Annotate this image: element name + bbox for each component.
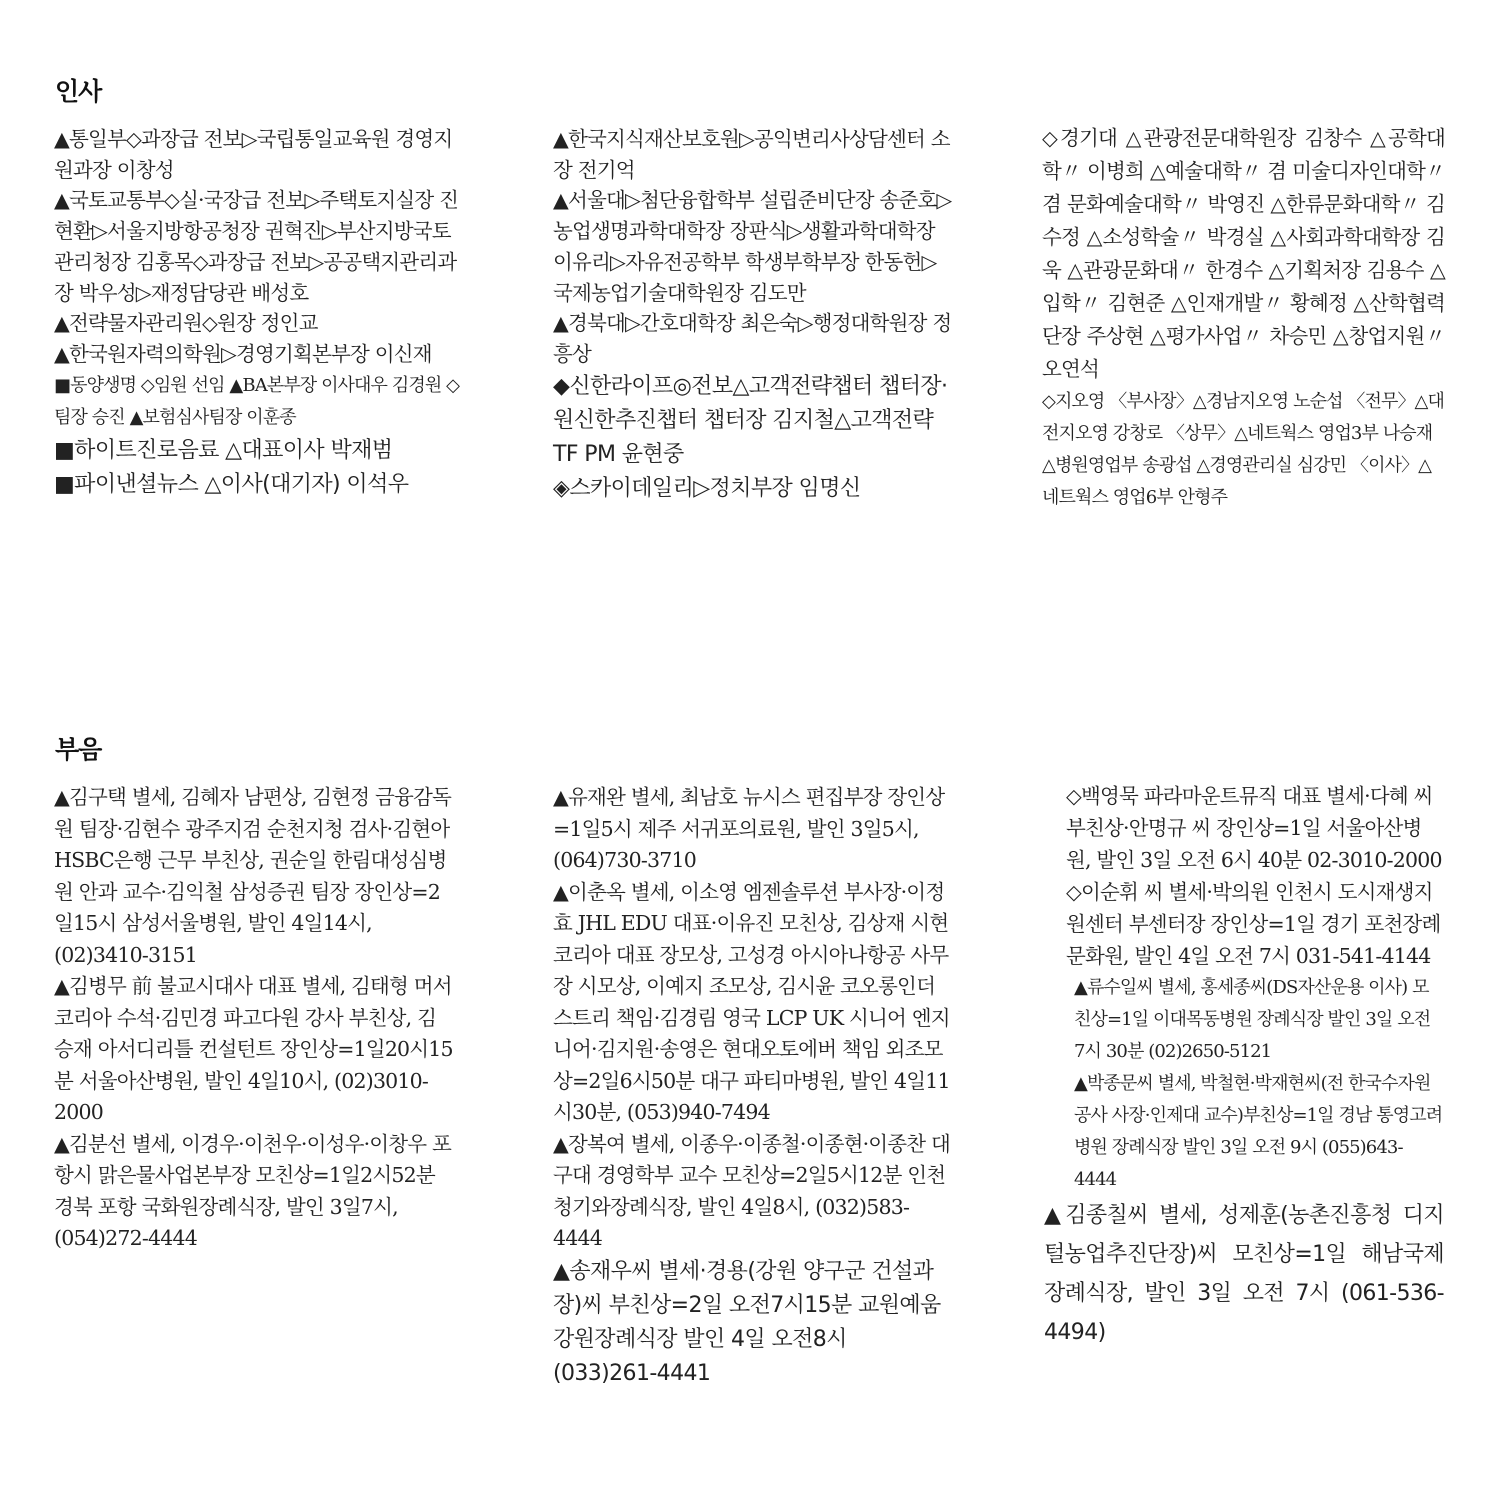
obituary-entry: ▲장복여 별세, 이종우·이종철·이종현·이종찬 대구대 경영학부 교수 모친상=2일5시12분 인천 청기와장례식장, 발인 4일8시, (032)583-4444 xyxy=(553,1131,951,1250)
personnel-column-2 xyxy=(553,124,953,506)
obituary-entry: ▲김병무 前 불교시대사 대표 별세, 김태형 머서코리아 수석·김민경 파고다원 강사 부친상, 김승재 아서디리틀 컨설턴트 장인상=1일20시15분 서울아산병원, 발인 4일10시, (02)3010-2000 xyxy=(54,974,453,1124)
personnel-entry: ◈스카이데일리▷정치부장 임명신 xyxy=(553,475,861,501)
personnel-entry: ▲경북대▷간호대학장 최은숙▷행정대학원장 정흥상 xyxy=(553,311,952,366)
obituary-entry: ▲류수일씨 별세, 홍세종씨(DS자산운용 이사) 모친상=1일 이대목동병원 장례식장 발인 3일 오전 7시 30분 (02)2650-5121 xyxy=(1074,977,1431,1062)
obituary-entry: ▲김종칠씨 별세, 성제훈(농촌진흥청 디지털농업추진단장)씨 모친상=1일 해남국제장례식장, 발인 3일 오전 7시 (061-536-4494) xyxy=(1044,1203,1444,1345)
obituary-column-1 xyxy=(54,782,454,1255)
personnel-entry: ▲서울대▷첨단융합학부 설립준비단장 송준호▷농업생명과학대학장 장판식▷생활과학대학장 이유리▷자유전공학부 학생부학부장 한동헌▷국제농업기술대학원장 김도만 xyxy=(553,188,952,305)
personnel-entry: ◇지오영 〈부사장〉△경남지오영 노순섭 〈전무〉△대전지오영 강창로 〈상무〉△네트웍스 영업3부 나승재 △병원영업부 송광섭 △경영관리실 심강민 〈이사〉△네트웍스 영업6부 안형주 xyxy=(1042,391,1444,508)
personnel-entry: ◆신한라이프◎전보△고객전략챕터 챕터장·원신한추진챕터 챕터장 김지철△고객전략 TF PM 윤현중 xyxy=(553,373,948,467)
personnel-entry: ▲한국지식재산보호원▷공익변리사상담센터 소장 전기억 xyxy=(553,127,950,182)
personnel-entry: ▲통일부◇과장급 전보▷국립통일교육원 경영지원과장 이창성 xyxy=(54,127,453,182)
obituary-entry: ▲송재우씨 별세·경용(강원 양구군 건설과장)씨 부친상=2일 오전7시15분 교원예움강원장례식장 발인 4일 오전8시 (033)261-4441 xyxy=(553,1258,941,1386)
obituary-entry: ◇백영묵 파라마운트뮤직 대표 별세·다혜 씨 부친상·안명규 씨 장인상=1일 서울아산병원, 발인 3일 오전 6시 40분 02-3010-2000 xyxy=(1066,784,1442,872)
personnel-column-1 xyxy=(54,124,464,502)
obituary-column-2 xyxy=(553,782,953,1391)
obituary-entry: ◇이순휘 씨 별세·박의원 인천시 도시재생지원센터 부센터장 장인상=1일 경기 포천장례문화원, 발인 4일 오전 7시 031-541-4144 xyxy=(1066,880,1441,968)
personnel-entry: ■동양생명 ◇임원 선임 ▲BA본부장 이사대우 김경원 ◇팀장 승진 ▲보험심사팀장 이훈종 xyxy=(54,374,460,428)
obituary-column-3 xyxy=(1044,780,1444,1352)
personnel-entry: ■하이트진로음료 △대표이사 박재범 xyxy=(54,437,393,463)
section-title-obituaries: 부음 xyxy=(55,735,102,764)
obituary-entry: ▲이춘옥 별세, 이소영 엠젠솔루션 부사장·이정효 JHL EDU 대표·이유진 모친상, 김상재 시현코리아 대표 장모상, 고성경 아시아나항공 사무장 시모상, 이예지 조모상, 김시윤 코오롱인더스트리 책임·김경림 영국 LCP UK 시니어 엔지니어·김지원·송영은 현대오토에버 책임 외조모상=2일6시50분 대구 파티마병원, 발인 4일11시30분, (053)940-7494 xyxy=(553,879,950,1124)
obituary-entry: ▲유재완 별세, 최남호 뉴시스 편집부장 장인상=1일5시 제주 서귀포의료원, 발인 3일5시, (064)730-3710 xyxy=(553,785,945,872)
section-title-personnel: 인사 xyxy=(55,77,102,106)
personnel-entry: ▲전략물자관리원◇원장 정인교 xyxy=(54,311,318,336)
obituary-entry: ▲김분선 별세, 이경우·이천우·이성우·이창우 포항시 맑은물사업본부장 모친상=1일2시52분 경북 포항 국화원장례식장, 발인 3일7시, (054)272-4444 xyxy=(54,1131,452,1250)
personnel-entry: ◇경기대 △관광전문대학원장 김창수 △공학대학〃 이병희 △예술대학〃 겸 미술디자인대학〃 겸 문화예술대학〃 박영진 △한류문화대학〃 김수정 △소성학술〃 박경실 △사회과학대학장 김욱 △관광문화대〃 한경수 △기획처장 김용수 △입학〃 김현준 △인재개발〃 황혜정 △산학협력단장 주상현 △평가사업〃 차승민 △창업지원〃 오연석 xyxy=(1042,126,1445,381)
personnel-entry: ▲한국원자력의학원▷경영기획본부장 이신재 xyxy=(54,341,432,366)
obituary-entry: ▲박종문씨 별세, 박철현·박재현씨(전 한국수자원공사 사장·인제대 교수)부친상=1일 경남 통영고려병원 장례식장 발인 3일 오전 9시 (055)643-4444 xyxy=(1074,1073,1443,1190)
personnel-entry: ▲국토교통부◇실·국장급 전보▷주택토지실장 진현환▷서울지방항공청장 권혁진▷부산지방국토관리청장 김홍목◇과장급 전보▷공공택지관리과장 박우성▷재정담당관 배성호 xyxy=(54,188,459,305)
obituary-entry: ▲김구택 별세, 김혜자 남편상, 김현정 금융감독원 팀장·김현수 광주지검 순천지청 검사·김현아 HSBC은행 근무 부친상, 권순일 한림대성심병원 안과 교수·김익철 삼성증권 팀장 장인상=2일15시 삼성서울병원, 발인 4일14시, (02)3410-3151 xyxy=(54,785,452,967)
personnel-entry: ■파이낸셜뉴스 △이사(대기자) 이석우 xyxy=(54,471,409,497)
personnel-column-3 xyxy=(1020,122,1445,514)
